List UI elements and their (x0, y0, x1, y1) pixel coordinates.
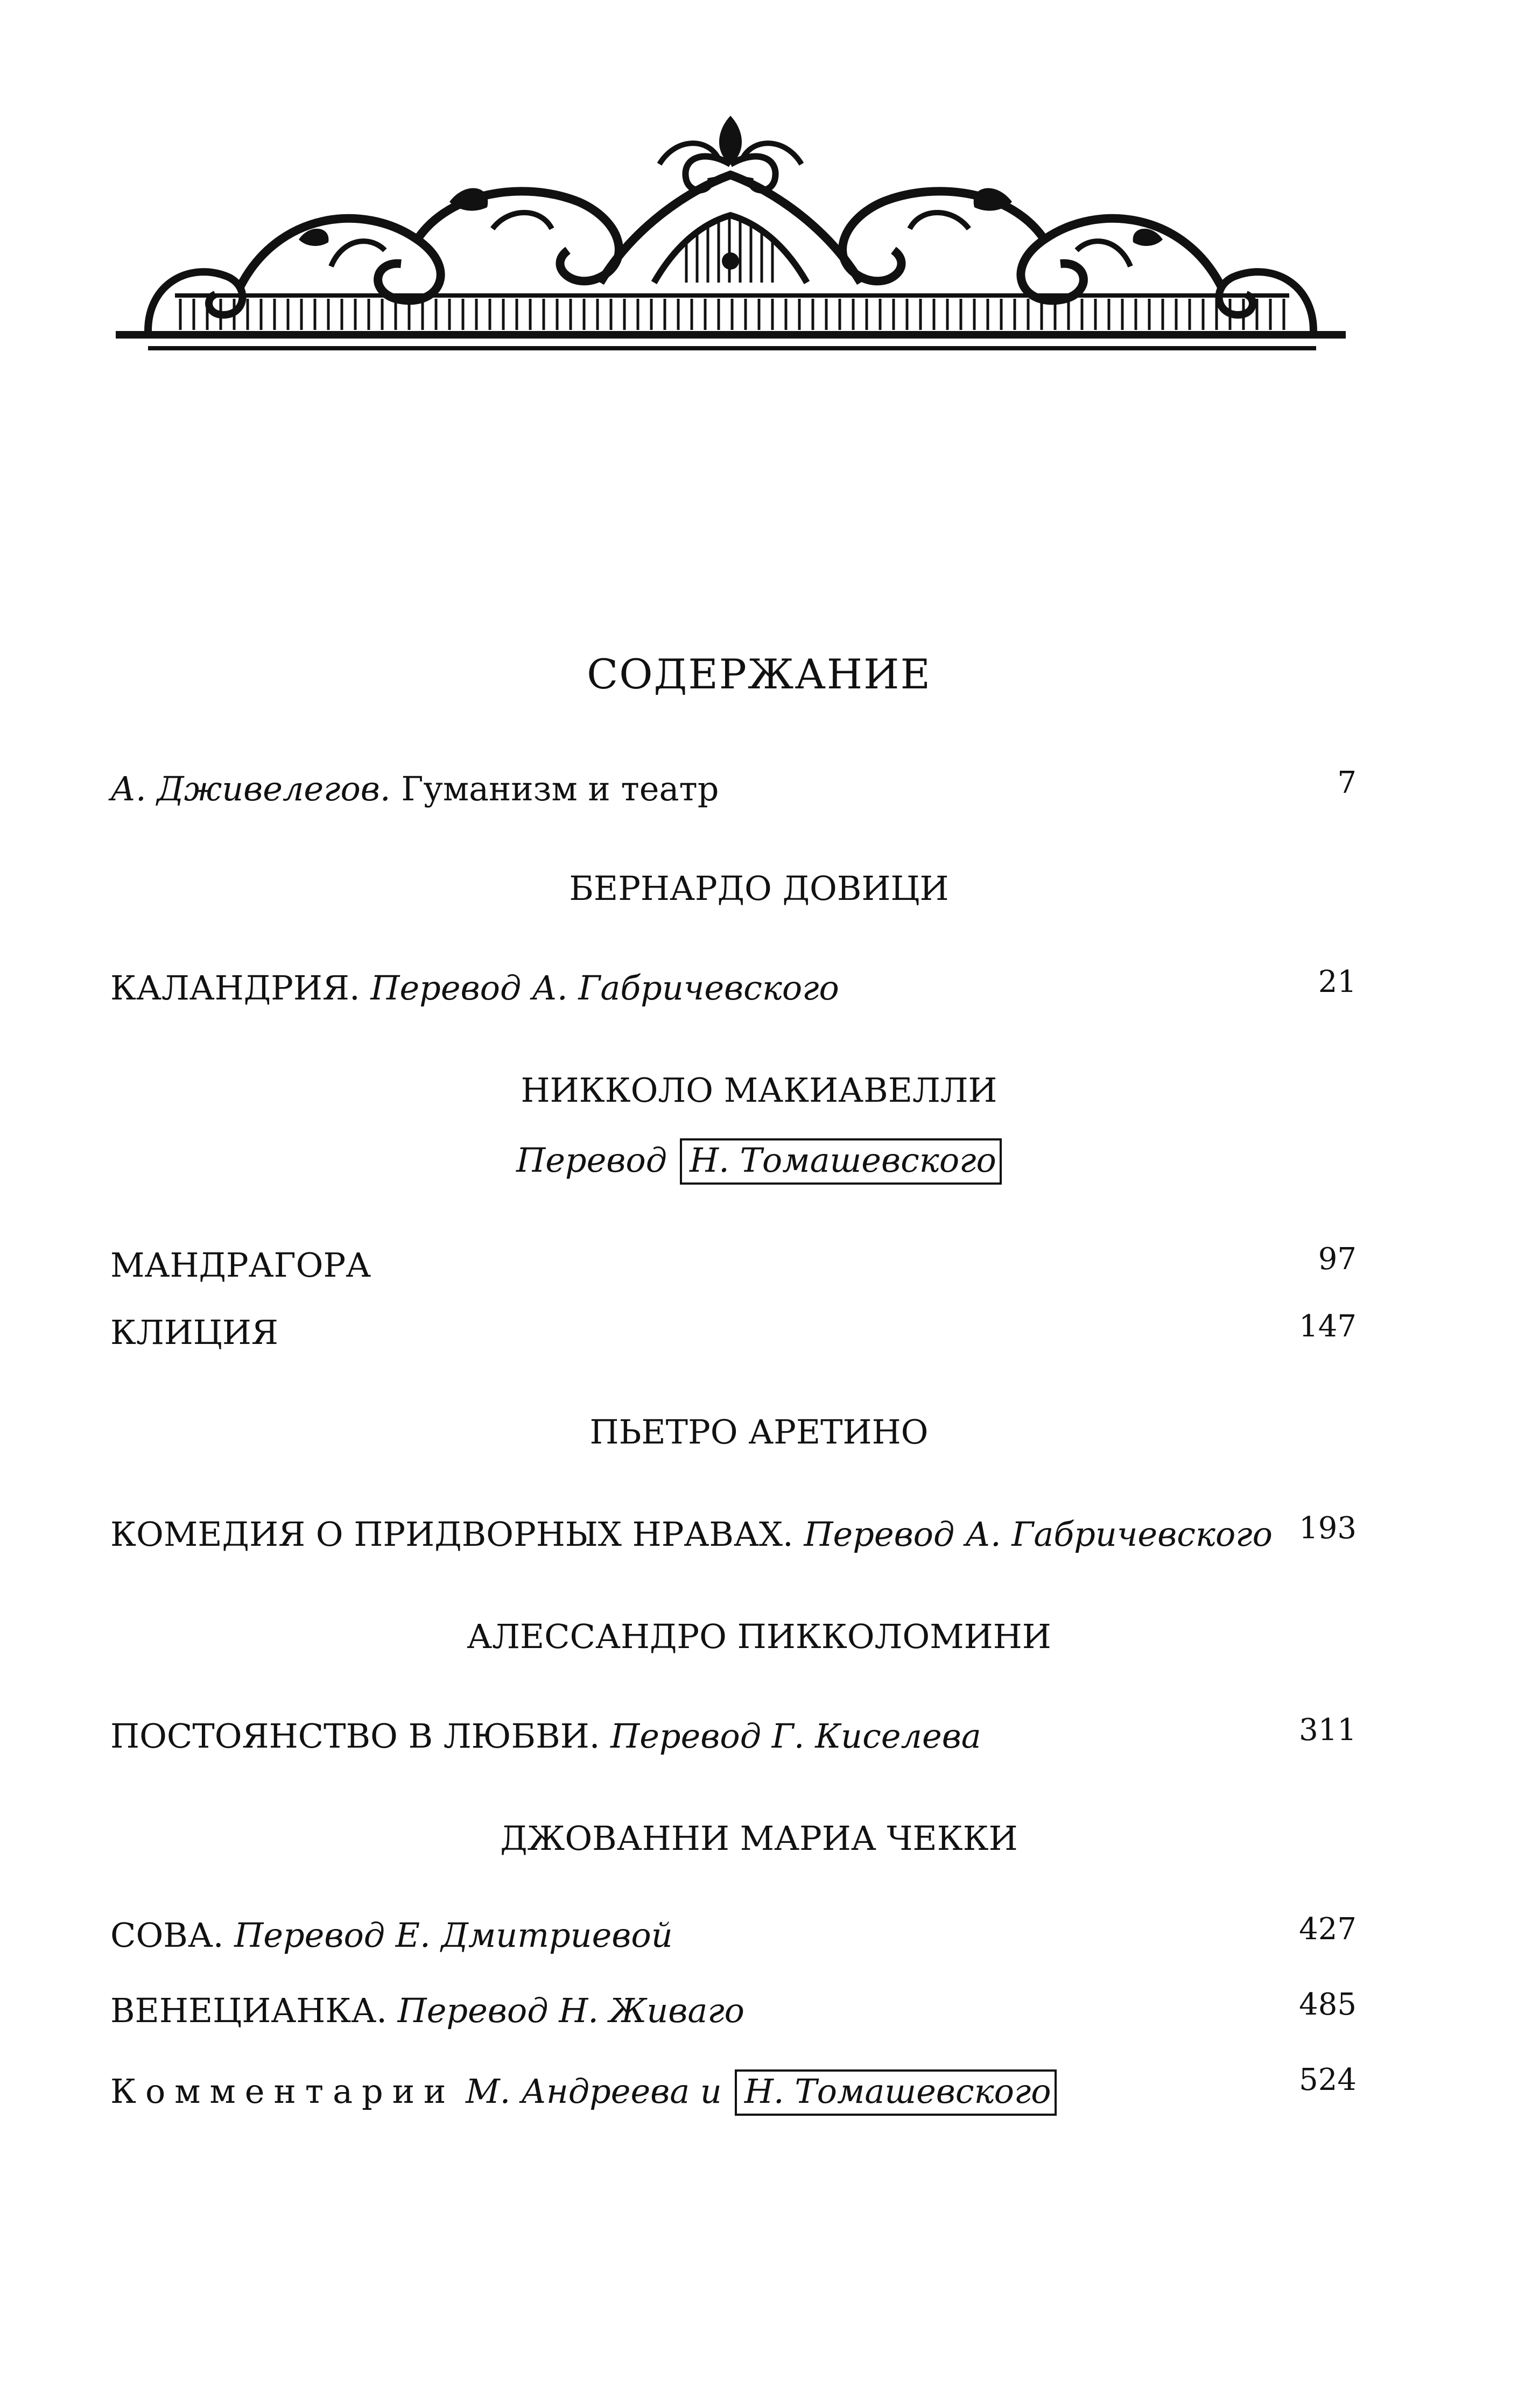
section-heading-dovizi: БЕРНАРДО ДОВИЦИ (569, 869, 949, 908)
entry-title: КАЛАНДРИЯ. (110, 968, 360, 1008)
toc-entry-mandragola (110, 1242, 1357, 1285)
entry-title: КОМЕДИЯ О ПРИДВОРНЫХ НРАВАХ. (110, 1515, 793, 1554)
entry-page: 427 (1299, 1912, 1357, 1947)
commentary-authors: М. Андреева и (466, 2072, 722, 2111)
section-heading-piccolomini: АЛЕССАНДРО ПИККОЛОМИНИ (467, 1617, 1051, 1656)
entry-translator: Перевод А. Габричевского (370, 968, 839, 1008)
entry-page: 97 (1318, 1242, 1357, 1277)
entry-page: 147 (1299, 1309, 1357, 1344)
intro-page: 7 (1337, 765, 1357, 800)
entry-translator: Перевод Е. Дмитриевой (234, 1916, 673, 1955)
entry-translator: Перевод А. Габричевского (804, 1515, 1273, 1554)
intro-title: Гуманизм и театр (401, 769, 719, 808)
entry-translator: Перевод Н. Живаго (397, 1991, 745, 2030)
entry-title: КЛИЦИЯ (110, 1313, 278, 1352)
entry-page: 21 (1318, 964, 1357, 999)
entry-title: ПОСТОЯНСТВО В ЛЮБВИ. (110, 1716, 600, 1756)
toc-title: СОДЕРЖАНИЕ (587, 650, 931, 698)
entry-page: 193 (1299, 1511, 1357, 1546)
entry-title: МАНДРАГОРА (110, 1245, 371, 1285)
toc-entry-costanza (110, 1713, 1357, 1756)
toc-entry-clizia (110, 1309, 1357, 1352)
entry-title: СОВА. (110, 1916, 224, 1955)
toc-entry-cortigiana (110, 1511, 1357, 1554)
entry-title: ВЕНЕЦИАНКА. (110, 1991, 387, 2030)
toc-entry-commentary (110, 2062, 1357, 2116)
commentary-name-boxed: Н. Томашевского (735, 2069, 1057, 2116)
entry-page: 485 (1299, 1987, 1357, 2022)
translation-label: Перевод (516, 1140, 667, 1180)
toc-entry-intro (110, 765, 1357, 808)
entry-page: 311 (1299, 1713, 1357, 1748)
toc-entry-calandria (110, 964, 1357, 1008)
toc-entry-veneziana (110, 1987, 1357, 2030)
section-heading-cecchi: ДЖОВАННИ МАРИА ЧЕККИ (500, 1819, 1018, 1858)
ornament-headpiece (116, 105, 1346, 363)
section-heading-aretino: ПЬЕТРО АРЕТИНО (589, 1412, 929, 1452)
commentary-page: 524 (1299, 2062, 1357, 2097)
translation-name-boxed: Н. Томашевского (680, 1138, 1002, 1185)
toc-entry-sova (110, 1912, 1357, 1955)
intro-author: А. Дживелегов. (110, 769, 391, 808)
commentary-label: Комментарии (110, 2072, 455, 2111)
entry-translator: Перевод Г. Киселева (610, 1716, 981, 1756)
section-heading-machiavelli: НИККОЛО МАКИАВЕЛЛИ (521, 1071, 997, 1110)
machiavelli-translation (0, 1138, 1518, 1185)
